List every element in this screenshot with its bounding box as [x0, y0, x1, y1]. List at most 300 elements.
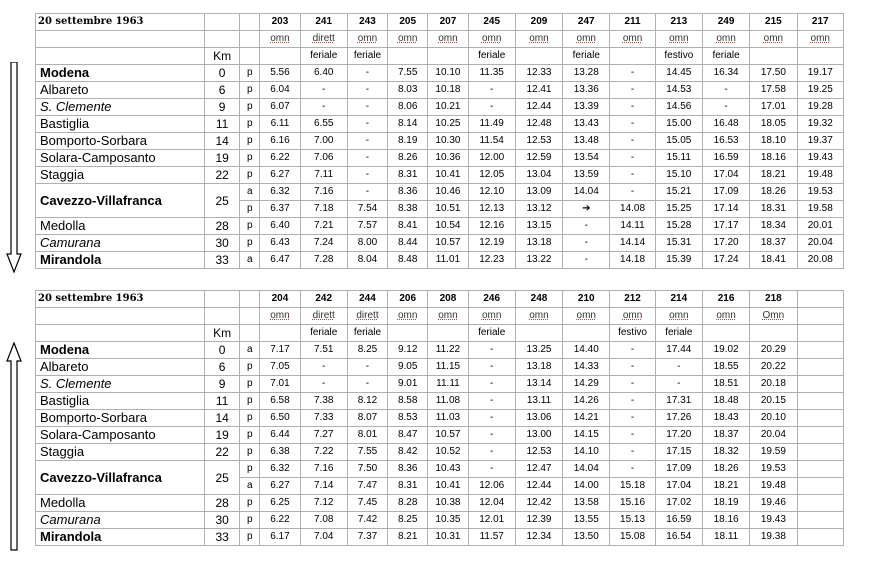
departure-time: -: [347, 133, 387, 150]
station-row: [36, 342, 844, 359]
departure-time: 19.32: [797, 116, 843, 133]
departure-time: 16.54: [655, 529, 702, 546]
departure-time: 7.57: [347, 218, 387, 235]
train-note: festivo: [655, 48, 702, 65]
train-category: [468, 31, 515, 48]
station-km: 19: [205, 427, 240, 444]
departure-time: 16.34: [702, 65, 749, 82]
departure-time: 15.08: [610, 529, 655, 546]
departure-time: 7.21: [300, 218, 347, 235]
train-category: [300, 31, 347, 48]
train-note: [563, 325, 610, 342]
departure-time: 18.37: [702, 427, 749, 444]
station-row: [36, 218, 844, 235]
station-km: 25: [205, 184, 240, 218]
train-note: [515, 48, 562, 65]
train-category-label: dirett: [356, 310, 379, 321]
departure-time: 17.26: [655, 410, 702, 427]
train-number: 214: [655, 291, 702, 308]
departure-time: 13.22: [515, 252, 562, 269]
departure-time: -: [563, 218, 610, 235]
train-category: [655, 308, 702, 325]
departure-time: 13.11: [515, 393, 562, 410]
departure-time: 10.35: [428, 512, 468, 529]
departure-time: 14.21: [563, 410, 610, 427]
train-category-label: omn: [716, 33, 736, 44]
departure-time: -: [347, 359, 387, 376]
departure-time: 6.50: [260, 410, 300, 427]
departure-time: 8.04: [347, 252, 387, 269]
departure-time: 19.48: [797, 167, 843, 184]
station-row: [36, 444, 844, 461]
departure-time: 10.52: [428, 444, 468, 461]
departure-time: 19.37: [797, 133, 843, 150]
departure-time: 13.18: [515, 235, 562, 252]
station-name: Camurana: [36, 235, 205, 252]
departure-time: 14.18: [610, 252, 655, 269]
train-number: 212: [610, 291, 655, 308]
departure-time: 7.33: [300, 410, 347, 427]
train-number: 245: [468, 14, 515, 31]
departure-time: 16.48: [702, 116, 749, 133]
train-number-row: [36, 291, 844, 308]
train-note: feriale: [300, 325, 347, 342]
departure-time: 17.15: [655, 444, 702, 461]
category-row: [36, 31, 844, 48]
departure-time: 14.00: [563, 478, 610, 495]
train-number: 241: [300, 14, 347, 31]
departure-time: 10.10: [428, 65, 468, 82]
train-category-label: omn: [438, 33, 458, 44]
departure-time: [797, 444, 843, 461]
departure-time: [797, 410, 843, 427]
departure-time: 10.18: [428, 82, 468, 99]
station-row: [36, 512, 844, 529]
departure-time: -: [300, 99, 347, 116]
train-category-label: omn: [763, 33, 784, 44]
departure-time: 8.36: [388, 184, 428, 201]
departure-time: 6.25: [260, 495, 300, 512]
departure-time: 8.01: [347, 427, 387, 444]
departure-time: 7.50: [347, 461, 387, 478]
departure-time: 15.13: [610, 512, 655, 529]
departure-time: 13.00: [515, 427, 562, 444]
empty-cell: [240, 14, 260, 31]
departure-time: 18.31: [750, 201, 797, 218]
departure-time: 19.17: [797, 65, 843, 82]
empty-cell: [205, 291, 240, 308]
train-note: [750, 325, 797, 342]
departure-time: 19.38: [750, 529, 797, 546]
train-category: [702, 31, 749, 48]
departure-time: 18.16: [702, 512, 749, 529]
station-km: 9: [205, 376, 240, 393]
station-km: 6: [205, 82, 240, 99]
departure-time: 18.11: [702, 529, 749, 546]
notes-row: [36, 48, 844, 65]
train-note: feriale: [347, 325, 387, 342]
departure-time: 18.37: [750, 235, 797, 252]
train-note: feriale: [563, 48, 610, 65]
departure-time: -: [610, 133, 655, 150]
departure-time: 17.50: [750, 65, 797, 82]
train-number: 206: [388, 291, 428, 308]
empty-cell: [240, 291, 260, 308]
departure-time: [797, 359, 843, 376]
station-km: 28: [205, 218, 240, 235]
arrival-departure-flag: p: [240, 201, 260, 218]
station-km: 22: [205, 167, 240, 184]
departure-time: 12.44: [515, 478, 562, 495]
train-note: feriale: [655, 325, 702, 342]
departure-time: 18.16: [750, 150, 797, 167]
train-note: [260, 48, 300, 65]
station-row: [36, 82, 844, 99]
departure-time: 14.40: [563, 342, 610, 359]
departure-time: 8.48: [388, 252, 428, 269]
departure-time: -: [563, 235, 610, 252]
departure-time: 6.38: [260, 444, 300, 461]
empty-cell: [205, 31, 240, 48]
departure-time: -: [610, 342, 655, 359]
arrival-departure-flag: p: [240, 461, 260, 478]
arrival-departure-flag: p: [240, 444, 260, 461]
station-row: [36, 393, 844, 410]
departure-time: 7.11: [300, 167, 347, 184]
station-row: [36, 461, 844, 478]
departure-time: 13.50: [563, 529, 610, 546]
train-category: [300, 308, 347, 325]
departure-time: 18.51: [702, 376, 749, 393]
km-header: Km: [205, 325, 240, 342]
departure-time: 6.16: [260, 133, 300, 150]
category-row: [36, 308, 844, 325]
departure-time: 12.13: [468, 201, 515, 218]
train-category-label: omn: [481, 33, 502, 44]
departure-time: 14.08: [610, 201, 655, 218]
departure-time: 8.25: [347, 342, 387, 359]
train-number: 210: [563, 291, 610, 308]
departure-time: 19.28: [797, 99, 843, 116]
departure-time: 11.01: [428, 252, 468, 269]
train-category: [515, 308, 562, 325]
station-name: Solara-Camposanto: [36, 427, 205, 444]
train-category-label: omn: [810, 33, 830, 44]
departure-time: -: [468, 82, 515, 99]
train-note: [428, 325, 468, 342]
departure-time: 18.43: [702, 410, 749, 427]
train-category-label: dirett: [312, 33, 335, 44]
train-note: festivo: [610, 325, 655, 342]
departure-time: 6.43: [260, 235, 300, 252]
departure-time: 14.56: [655, 99, 702, 116]
train-number: 213: [655, 14, 702, 31]
departure-time: 13.36: [563, 82, 610, 99]
departure-time: 13.58: [563, 495, 610, 512]
departure-time: 6.32: [260, 461, 300, 478]
train-category: [610, 31, 655, 48]
departure-time: -: [468, 99, 515, 116]
arrival-departure-flag: p: [240, 427, 260, 444]
departure-time: 10.54: [428, 218, 468, 235]
departure-time: 14.10: [563, 444, 610, 461]
departure-time: 18.34: [750, 218, 797, 235]
station-row: [36, 99, 844, 116]
departure-time: -: [347, 167, 387, 184]
departure-time: 19.53: [797, 184, 843, 201]
departure-time: 17.04: [655, 478, 702, 495]
departure-time: 11.22: [428, 342, 468, 359]
station-name: Solara-Camposanto: [36, 150, 205, 167]
departure-time: 18.32: [702, 444, 749, 461]
empty-cell: [205, 308, 240, 325]
arrival-departure-flag: p: [240, 359, 260, 376]
departure-time: 17.01: [750, 99, 797, 116]
station-km: 30: [205, 512, 240, 529]
departure-time: 7.06: [300, 150, 347, 167]
train-category: [515, 31, 562, 48]
departure-time: 14.29: [563, 376, 610, 393]
train-note: feriale: [702, 48, 749, 65]
station-name: S. Clemente: [36, 376, 205, 393]
down-arrow-icon: [6, 62, 22, 274]
departure-time: 6.32: [260, 184, 300, 201]
departure-time: 8.41: [388, 218, 428, 235]
departure-time: 12.06: [468, 478, 515, 495]
departure-time: 7.27: [300, 427, 347, 444]
station-km: 11: [205, 116, 240, 133]
train-number: 244: [347, 291, 387, 308]
departure-time: 14.15: [563, 427, 610, 444]
station-row: [36, 235, 844, 252]
departure-time: 10.31: [428, 529, 468, 546]
station-row: [36, 167, 844, 184]
departure-time: 7.47: [347, 478, 387, 495]
departure-time: 12.53: [515, 444, 562, 461]
departure-time: 7.45: [347, 495, 387, 512]
departure-time: 10.30: [428, 133, 468, 150]
empty-cell: [240, 308, 260, 325]
departure-time: 8.58: [388, 393, 428, 410]
train-category: [797, 308, 843, 325]
departure-time: 11.54: [468, 133, 515, 150]
train-category: [702, 308, 749, 325]
departure-time: 19.43: [750, 512, 797, 529]
departure-time: 18.21: [750, 167, 797, 184]
train-category-label: omn: [576, 33, 596, 44]
departure-time: 10.46: [428, 184, 468, 201]
departure-time: 8.19: [388, 133, 428, 150]
departure-time: 6.47: [260, 252, 300, 269]
departure-time: -: [610, 410, 655, 427]
departure-time: 7.28: [300, 252, 347, 269]
departure-time: 18.48: [702, 393, 749, 410]
train-number: 211: [610, 14, 655, 31]
departure-time: [797, 495, 843, 512]
departure-time: 16.59: [702, 150, 749, 167]
station-name: Mirandola: [36, 252, 205, 269]
departure-time: -: [655, 359, 702, 376]
departure-time: 11.49: [468, 116, 515, 133]
departure-time: 8.31: [388, 167, 428, 184]
departure-time: -: [347, 82, 387, 99]
empty-cell: [205, 14, 240, 31]
departure-time: 7.16: [300, 461, 347, 478]
departure-time: 18.10: [750, 133, 797, 150]
departure-time: 18.55: [702, 359, 749, 376]
departure-time: 19.48: [750, 478, 797, 495]
departure-time: 17.04: [702, 167, 749, 184]
departure-time: 7.51: [300, 342, 347, 359]
departure-time: 12.39: [515, 512, 562, 529]
departure-time: 7.01: [260, 376, 300, 393]
departure-time: -: [300, 82, 347, 99]
departure-time: 17.20: [655, 427, 702, 444]
departure-time: 8.06: [388, 99, 428, 116]
train-note: [702, 325, 749, 342]
train-category-label: Omn: [762, 310, 785, 321]
departure-time: 8.47: [388, 427, 428, 444]
departure-time: 9.01: [388, 376, 428, 393]
departure-time: -: [468, 461, 515, 478]
departure-time: -: [702, 82, 749, 99]
station-km: 0: [205, 65, 240, 82]
departure-time: 7.38: [300, 393, 347, 410]
station-km: 6: [205, 359, 240, 376]
train-category: [260, 308, 300, 325]
station-name: Modena: [36, 342, 205, 359]
departure-time: 13.59: [563, 167, 610, 184]
timetable-mirandola-modena: [35, 290, 844, 546]
departure-time: [797, 376, 843, 393]
station-km: 33: [205, 529, 240, 546]
departure-time: -: [610, 393, 655, 410]
departure-time: 10.41: [428, 478, 468, 495]
train-note: feriale: [347, 48, 387, 65]
departure-time: 12.19: [468, 235, 515, 252]
station-km: 25: [205, 461, 240, 495]
train-number: 205: [388, 14, 428, 31]
station-row: [36, 133, 844, 150]
departure-time: 6.27: [260, 478, 300, 495]
departure-time: 13.43: [563, 116, 610, 133]
empty-cell: [240, 48, 260, 65]
station-name: Staggia: [36, 444, 205, 461]
train-category-label: omn: [529, 33, 549, 44]
departure-time: 11.08: [428, 393, 468, 410]
departure-time: 18.26: [750, 184, 797, 201]
empty-cell: [36, 308, 205, 325]
station-name: Bastiglia: [36, 393, 205, 410]
departure-time: 17.20: [702, 235, 749, 252]
departure-time: -: [610, 184, 655, 201]
departure-time: [797, 478, 843, 495]
departure-time: 13.48: [563, 133, 610, 150]
station-km: 30: [205, 235, 240, 252]
departure-time: 7.55: [388, 65, 428, 82]
departure-time: 16.53: [702, 133, 749, 150]
departure-time: [797, 512, 843, 529]
departure-time: 6.11: [260, 116, 300, 133]
train-number: 246: [468, 291, 515, 308]
arrival-departure-flag: a: [240, 252, 260, 269]
departure-time: 6.22: [260, 150, 300, 167]
timetable-modena-mirandola: [35, 13, 844, 269]
train-category-label: dirett: [312, 310, 335, 321]
departure-time: 6.17: [260, 529, 300, 546]
departure-time: 12.53: [515, 133, 562, 150]
departure-time: 19.53: [750, 461, 797, 478]
departure-time: 20.29: [750, 342, 797, 359]
train-number: 218: [750, 291, 797, 308]
departure-time: 8.00: [347, 235, 387, 252]
timetable-date: 20 settembre 1963: [36, 14, 205, 31]
train-category: [655, 31, 702, 48]
departure-time: 19.46: [750, 495, 797, 512]
departure-time: 7.18: [300, 201, 347, 218]
departure-time: 17.02: [655, 495, 702, 512]
departure-time: 15.11: [655, 150, 702, 167]
empty-cell: [36, 31, 205, 48]
departure-time: 7.54: [347, 201, 387, 218]
arrival-departure-flag: a: [240, 478, 260, 495]
arrival-departure-flag: p: [240, 65, 260, 82]
departure-time: -: [300, 376, 347, 393]
departure-time: 14.33: [563, 359, 610, 376]
train-number: 207: [428, 14, 468, 31]
departure-time: -: [610, 82, 655, 99]
departure-time: -: [702, 99, 749, 116]
departure-time: 12.59: [515, 150, 562, 167]
departure-time: 20.15: [750, 393, 797, 410]
departure-time: 17.09: [655, 461, 702, 478]
departure-time: 14.04: [563, 461, 610, 478]
empty-cell: [36, 48, 205, 65]
departure-time: 13.18: [515, 359, 562, 376]
departure-time: 20.04: [750, 427, 797, 444]
train-note: [260, 325, 300, 342]
station-row: [36, 150, 844, 167]
departure-time: 12.00: [468, 150, 515, 167]
departure-time: [797, 461, 843, 478]
station-name: Cavezzo-Villafranca: [36, 184, 205, 218]
departure-time: 12.01: [468, 512, 515, 529]
departure-time: 11.03: [428, 410, 468, 427]
departure-time: 10.57: [428, 235, 468, 252]
train-category-label: omn: [397, 310, 418, 321]
departure-time: 10.36: [428, 150, 468, 167]
departure-time: 7.37: [347, 529, 387, 546]
station-row: [36, 65, 844, 82]
departure-time: 12.34: [515, 529, 562, 546]
departure-time: 18.19: [702, 495, 749, 512]
departure-time: 19.25: [797, 82, 843, 99]
departure-time: 7.42: [347, 512, 387, 529]
departure-time: -: [610, 427, 655, 444]
departure-time: 14.04: [563, 184, 610, 201]
train-note: [388, 325, 428, 342]
departure-time: 12.05: [468, 167, 515, 184]
departure-time: 18.21: [702, 478, 749, 495]
departure-time: 6.04: [260, 82, 300, 99]
departure-time: 12.04: [468, 495, 515, 512]
departure-time: -: [610, 116, 655, 133]
departure-time: 17.44: [655, 342, 702, 359]
departure-time: 13.55: [563, 512, 610, 529]
departure-time: 8.53: [388, 410, 428, 427]
train-category: [750, 31, 797, 48]
arrival-departure-flag: p: [240, 150, 260, 167]
